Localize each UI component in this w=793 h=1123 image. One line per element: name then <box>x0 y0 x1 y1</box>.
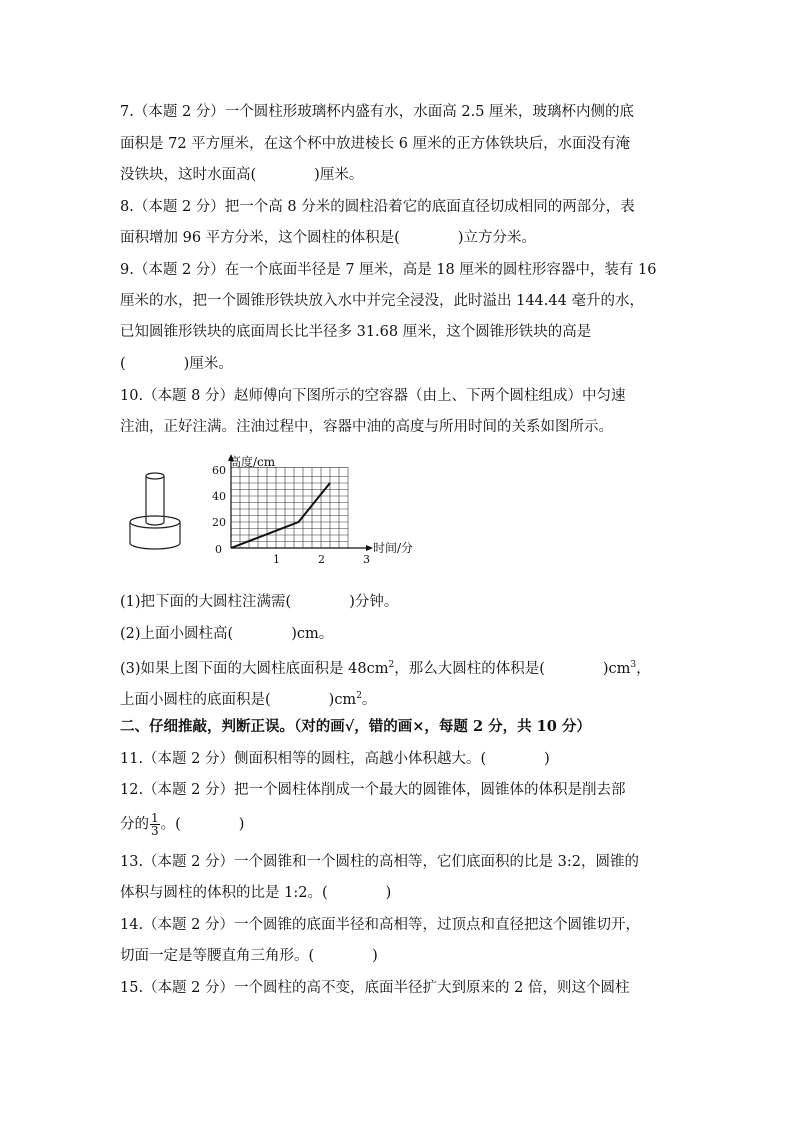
y-tick-label: 20 <box>212 516 226 529</box>
y-tick-label: 60 <box>212 464 226 477</box>
chart-y-axis-label: 高度/cm <box>229 455 276 469</box>
q10-sub-3-part-b: ，那么大圆柱的体积是( )cm <box>394 661 631 677</box>
q10-line-1: 10.（本题 8 分）赵师傅向下图所示的空容器（由上、下两个圆柱组成）中匀速 <box>120 388 626 404</box>
q9-line-3: 已知圆锥形铁块的底面周长比半径多 31.68 厘米，这个圆锥形铁块的高是 <box>120 324 592 340</box>
fraction-numerator: 1 <box>151 811 159 825</box>
sup-3: 3 <box>630 660 637 670</box>
x-tick-label: 3 <box>363 553 370 566</box>
chart-ticks <box>212 464 370 566</box>
x-tick-label: 1 <box>273 553 280 566</box>
q14-line-1: 14.（本题 2 分）一个圆锥的底面半径和高相等，过顶点和直径把这个圆锥切开， <box>120 917 641 933</box>
x-tick-label: 2 <box>318 553 325 566</box>
q10-sub-1: (1)把下面的大圆柱注满需( )分钟。 <box>120 594 399 610</box>
q11-line-1: 11.（本题 2 分）侧面积相等的圆柱，高越小体积越大。( ) <box>120 751 550 767</box>
chart-x-axis-label: 时间/分 <box>373 541 414 555</box>
q10-line-2: 注油，正好注满。注油过程中，容器中油的高度与所用时间的关系如图所示。 <box>120 419 613 435</box>
container-illustration <box>126 468 186 558</box>
q10-sub-3: (3)如果上图下面的大圆柱底面积是 $48cm^2$，那么大圆柱的体积是( )$cm^3$， <box>120 660 651 677</box>
y-tick-label: 40 <box>212 490 226 503</box>
fraction-denominator: 3 <box>151 824 159 838</box>
q9-line-1: 9.（本题 2 分）在一个底面半径是 7 厘米，高是 18 厘米的圆柱形容器中，装有 16 <box>120 262 657 278</box>
q7-line-3: 没铁块，这时水面高( )厘米。 <box>120 167 364 183</box>
sup-2-b: 2 <box>356 691 362 701</box>
q13-line-2: 体积与圆柱的体积的比是 1:2。( ) <box>120 885 392 901</box>
q8-line-2: 面积增加 96 平方分米，这个圆柱的体积是( )立方分米。 <box>120 230 536 246</box>
q7-line-2: 面积是 72 平方厘米，在这个杯中放进棱长 6 厘米的正方体铁块后，水面没有淹 <box>120 136 631 152</box>
q10-sub-3-part-a: (3)如果上图下面的大圆柱底面积是 48cm <box>120 661 389 677</box>
q12-line-2 <box>120 812 244 837</box>
origin-label: 0 <box>215 543 222 556</box>
fraction-one-third <box>150 812 160 837</box>
q15-line-1: 15.（本题 2 分）一个圆柱的高不变，底面半径扩大到原来的 2 倍，则这个圆柱 <box>120 980 630 996</box>
chart-grid <box>231 467 348 548</box>
q12-line-2-part-a: 分的 <box>120 816 149 833</box>
q9-line-2: 厘米的水，把一个圆锥形铁块放入水中并完全浸没，此时溢出 144.44 毫升的水， <box>120 293 644 309</box>
q12-line-2-part-b: 。( ) <box>160 816 245 833</box>
q12-line-1: 12.（本题 2 分）把一个圆柱体削成一个最大的圆锥体，圆锥体的体积是削去部 <box>120 782 626 798</box>
q8-line-1: 8.（本题 2 分）把一个高 8 分米的圆柱沿着它的底面直径切成相同的两部分，表 <box>120 199 635 215</box>
q10-sub-4-part-a: 上面小圆柱的底面积是( )cm <box>120 692 357 708</box>
q7-line-1: 7.（本题 2 分）一个圆柱形玻璃杯内盛有水，水面高 2.5 厘米，玻璃杯内侧的底 <box>120 104 635 120</box>
x-axis-arrow <box>366 545 373 551</box>
q10-sub-4 <box>120 686 376 710</box>
height-time-chart <box>205 452 435 570</box>
section-2-heading: 二、仔细推敲，判断正误。（对的画√，错的画×，每题 2 分，共 10 分） <box>120 718 591 735</box>
q9-line-4: ( )厘米。 <box>120 356 233 372</box>
sup-2: 2 <box>388 660 395 670</box>
q10-sub-4-part-b: 。 <box>361 692 377 708</box>
q13-line-1: 13.（本题 2 分）一个圆锥和一个圆柱的高相等，它们底面积的比是 3:2，圆锥的 <box>120 854 639 870</box>
q14-line-2: 切面一定是等腰直角三角形。( ) <box>120 948 378 964</box>
q10-sub-2: (2)上面小圆柱高( )cm。 <box>120 626 334 642</box>
